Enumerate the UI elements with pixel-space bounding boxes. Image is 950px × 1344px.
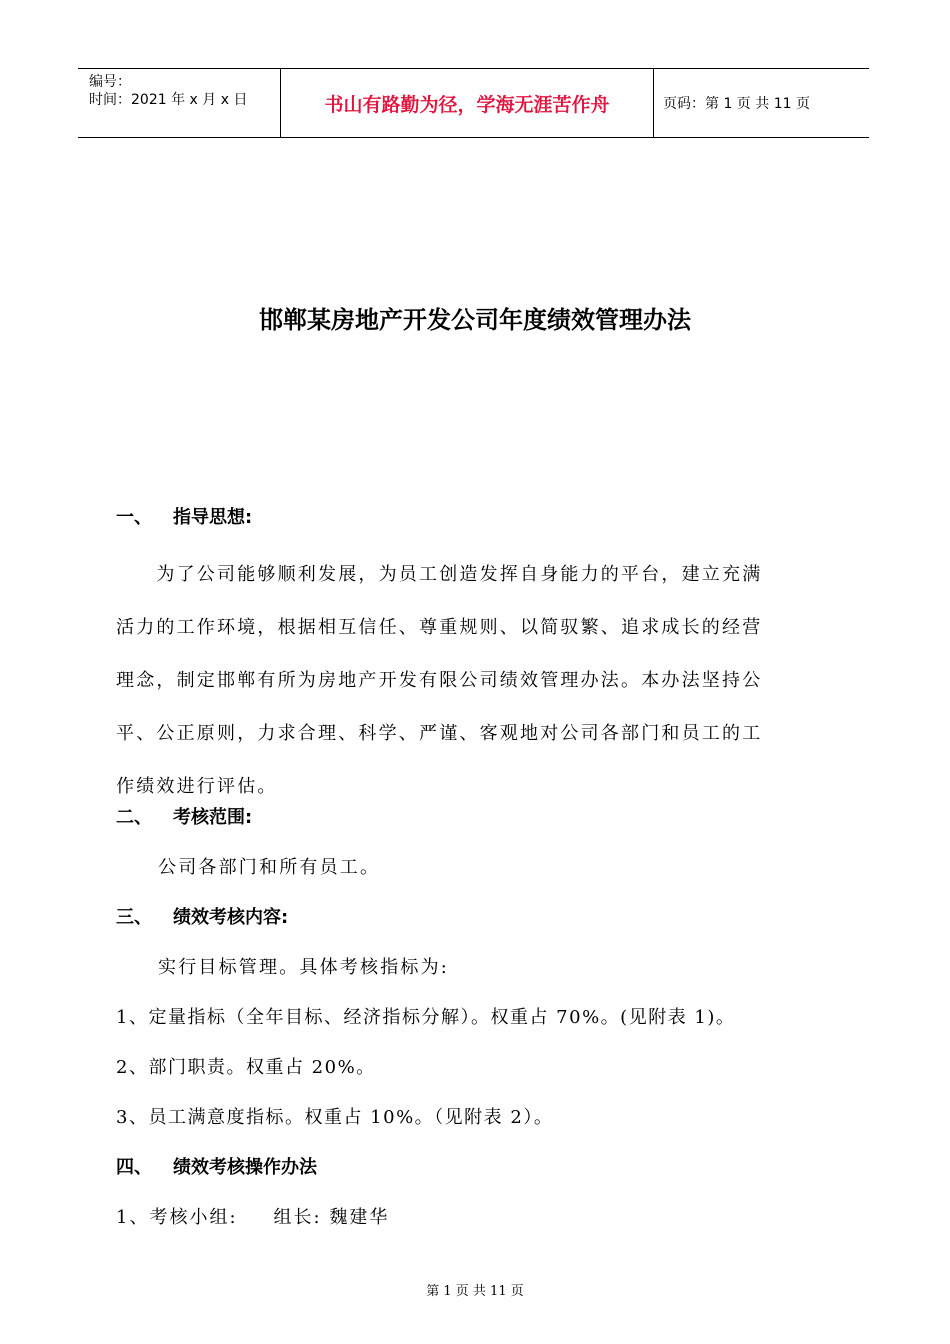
header-meta xyxy=(78,69,280,137)
section-title: 绩效考核操作办法 xyxy=(173,1157,317,1178)
section-3-item: 1、定量指标（全年目标、经济指标分解）。权重占 70%。(见附表 1)。 xyxy=(116,1007,736,1028)
section-3-intro: 实行目标管理。具体考核指标为: xyxy=(158,957,450,978)
item-value: 组长: 魏建华 xyxy=(273,1207,390,1228)
section-4-item-1 xyxy=(116,1203,836,1229)
paragraph-line: 理念，制定邯郸有所为房地产开发有限公司绩效管理办法。本办法坚持公 xyxy=(116,670,763,691)
paragraph-line: 作绩效进行评估。 xyxy=(116,776,278,797)
section-number: 三、 xyxy=(116,907,152,928)
section-title: 考核范围: xyxy=(173,807,253,828)
section-title: 绩效考核内容: xyxy=(173,907,289,928)
section-3-item: 2、部门职责。权重占 20%。 xyxy=(116,1057,376,1078)
section-number: 四、 xyxy=(116,1157,152,1178)
section-number: 一、 xyxy=(116,507,152,528)
paragraph-line: 平、公正原则，力求合理、科学、严谨、客观地对公司各部门和员工的工 xyxy=(116,723,763,744)
header-page-info: 页码：第 1 页 共 11 页 xyxy=(663,96,810,112)
section-3-item: 3、员工满意度指标。权重占 10%。（见附表 2）。 xyxy=(116,1107,554,1128)
section-heading-4 xyxy=(116,1153,317,1179)
header-motto: 书山有路勤为径，学海无涯苦作舟 xyxy=(280,69,654,137)
header-table xyxy=(78,68,869,138)
item-label: 1、考核小组: xyxy=(116,1207,238,1228)
section-number: 二、 xyxy=(116,807,152,828)
section-heading-2 xyxy=(116,803,252,829)
document-title: 邯郸某房地产开发公司年度绩效管理办法 xyxy=(259,306,691,334)
section-heading-1 xyxy=(116,503,252,529)
section-2-text: 公司各部门和所有员工。 xyxy=(158,857,381,878)
time-label: 时间：2021 年 x 月 x 日 xyxy=(89,92,248,108)
paragraph-line: 为了公司能够顺利发展，为员工创造发挥自身能力的平台，建立充满 xyxy=(116,564,763,585)
section-heading-3 xyxy=(116,903,288,929)
section-title: 指导思想: xyxy=(173,507,253,528)
page-footer: 第 1 页 共 11 页 xyxy=(426,1284,524,1299)
paragraph-line: 活力的工作环境，根据相互信任、尊重规则、以简驭繁、追求成长的经营 xyxy=(116,617,763,638)
section-1-paragraph xyxy=(116,548,836,813)
serial-label: 编号： xyxy=(89,74,131,90)
